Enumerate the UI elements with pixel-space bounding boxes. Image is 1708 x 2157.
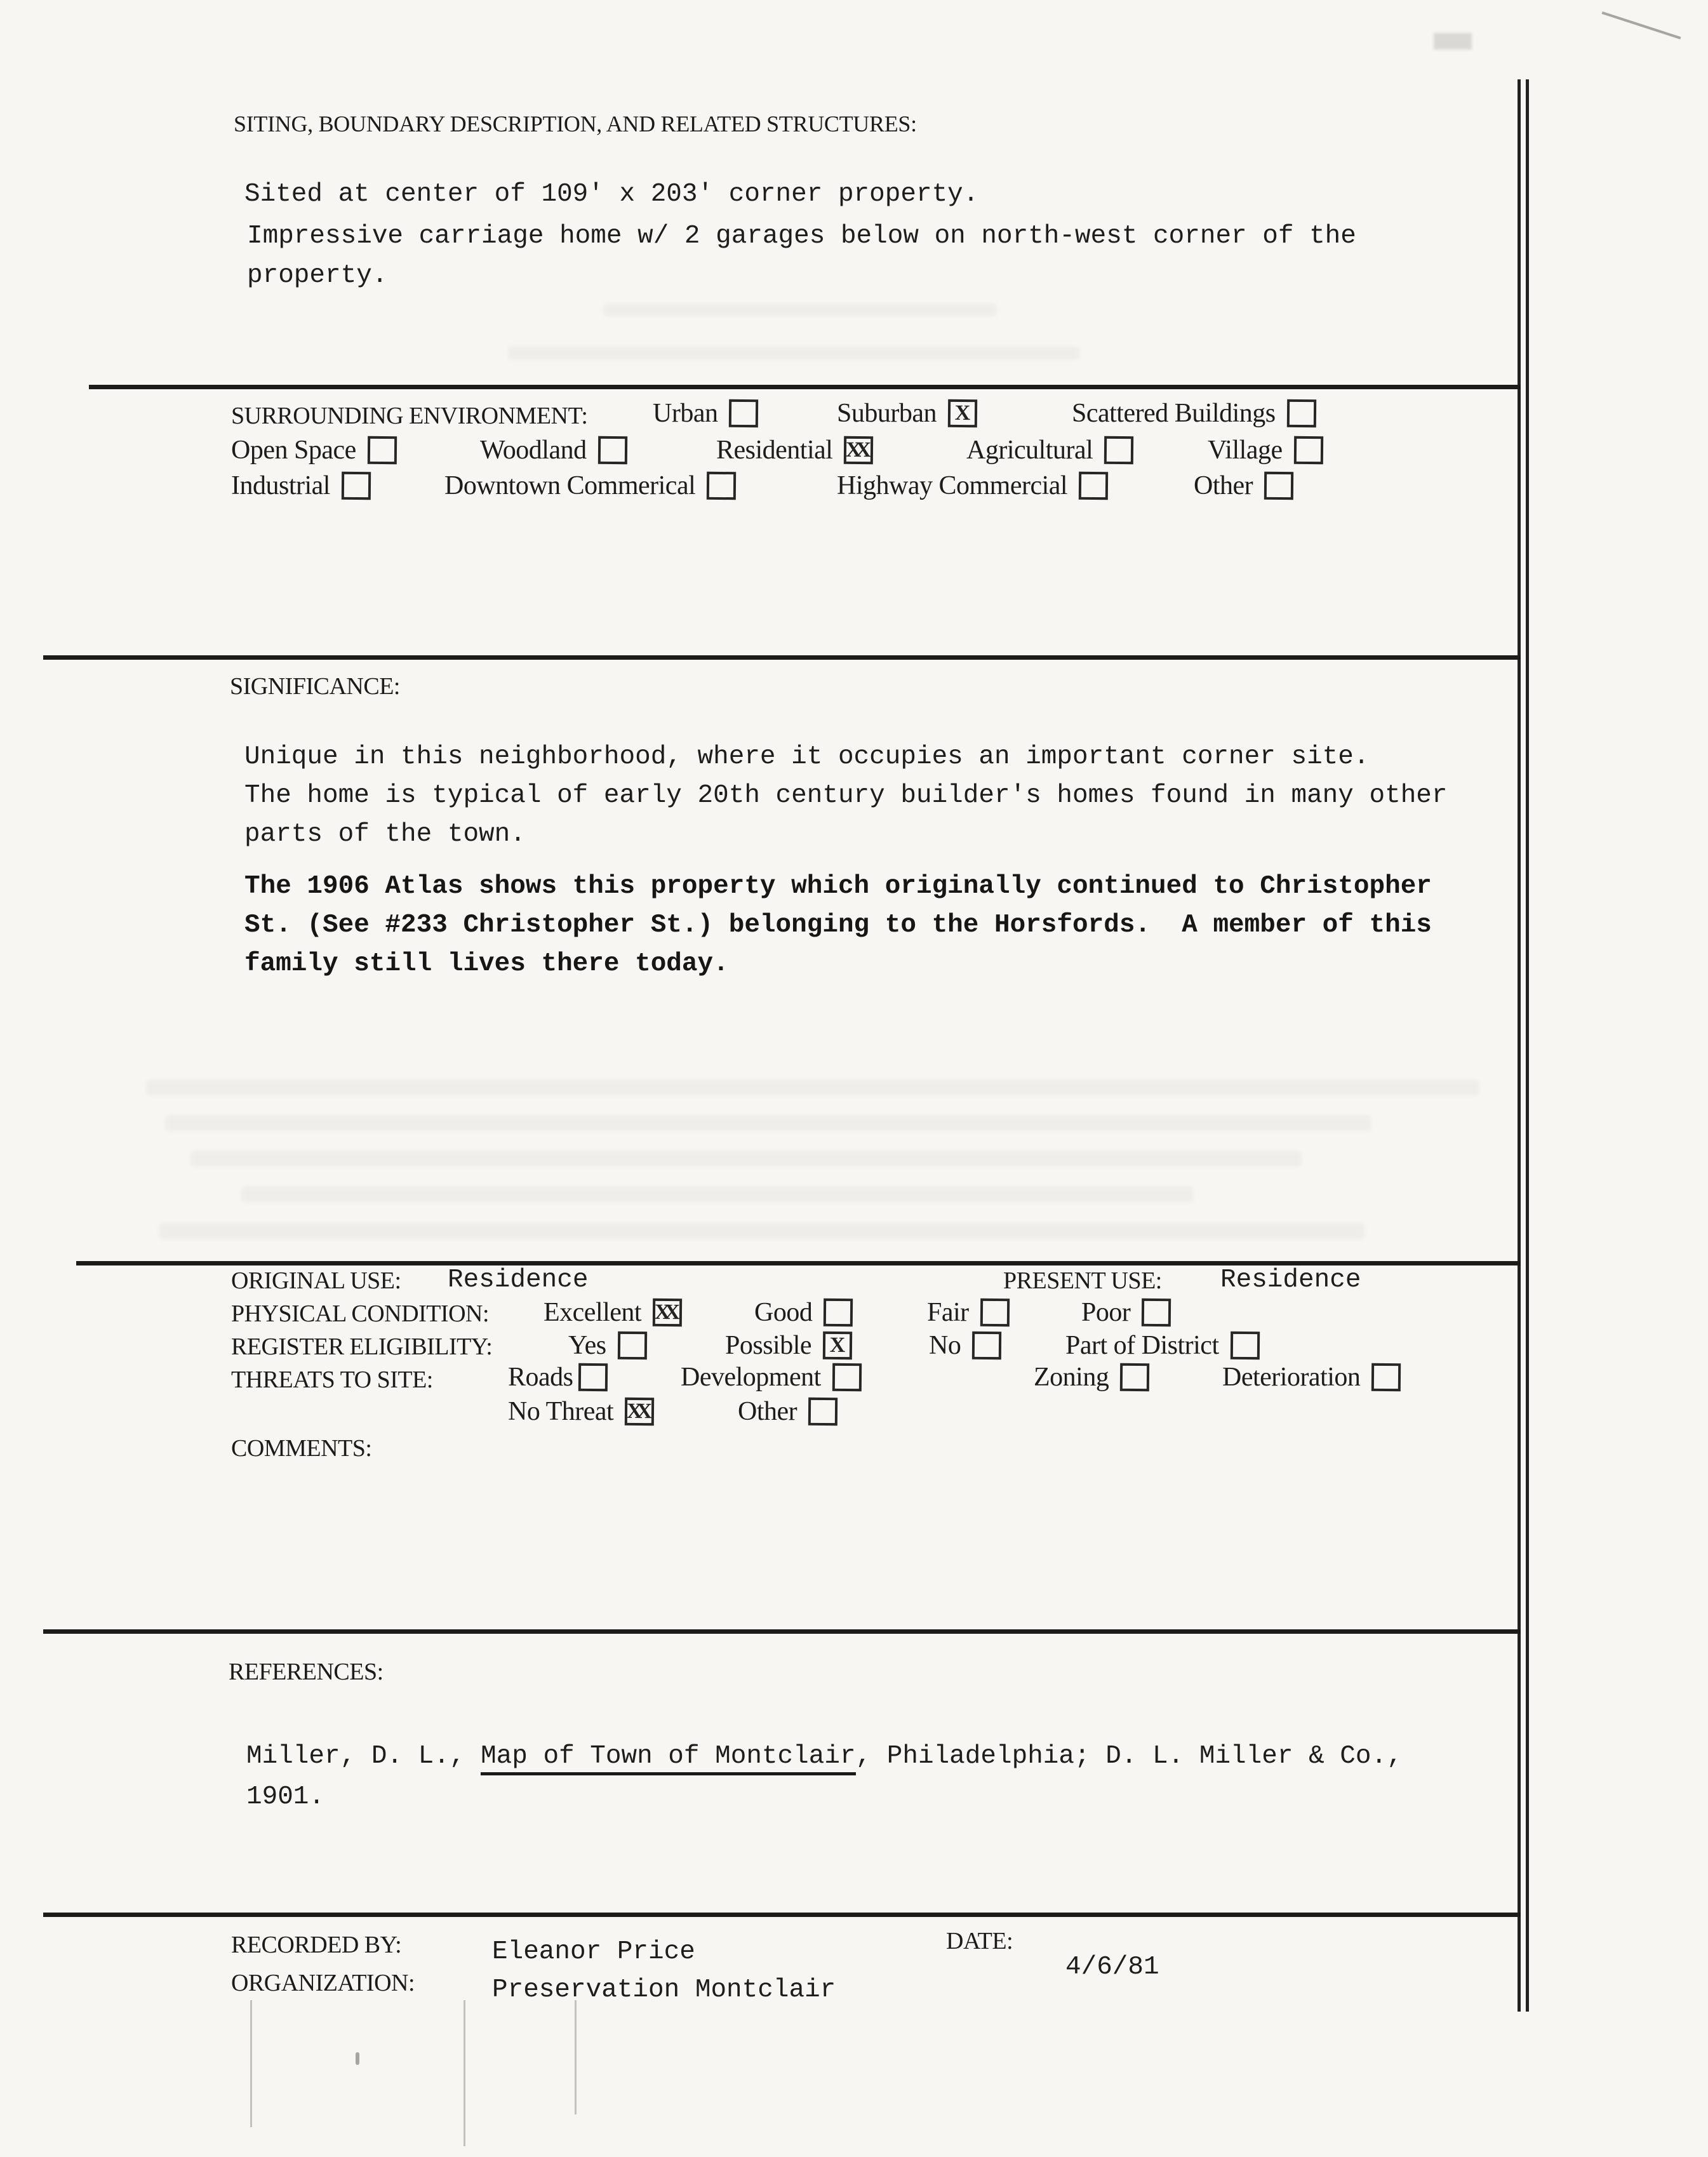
env-other-checkbox [1264,472,1293,500]
item-label: Downtown Commerical [444,471,696,500]
register-item-yes [568,1331,647,1360]
scan-artifact [603,304,997,316]
env-item-woodland [480,436,627,465]
threat-item-other [738,1397,837,1426]
open-space-checkbox [368,436,397,464]
original-use-value: Residence [448,1265,589,1295]
citation-post: , Philadelphia; D. L. Miller & Co., [855,1742,1403,1771]
urban-checkbox [729,399,758,427]
section-divider [43,1629,1521,1634]
item-label: Other [1194,471,1253,500]
condition-item-excellent [544,1298,682,1327]
threats-to-site-label: THREATS TO SITE: [231,1366,433,1393]
item-label: Village [1208,436,1283,465]
env-item-agricultural [966,436,1133,465]
env-item-village [1208,436,1323,465]
scan-artifact [1434,33,1472,50]
downtown-commerical-checkbox [707,472,736,500]
item-label: Roads [508,1363,573,1392]
significance-text-line: family still lives there today. [244,949,729,978]
register-item-no [929,1331,1001,1360]
good-checkbox [824,1299,853,1326]
citation-title-underlined: Map of Town of Montclair [481,1742,856,1775]
comments-label: COMMENTS: [231,1435,372,1462]
item-label: Possible [725,1331,812,1360]
significance-text-line: The 1906 Atlas shows this property which originally continued to Christopher [244,872,1432,901]
env-item-urban [653,399,758,428]
item-label: Urban [653,399,718,428]
significance-text-line: parts of the town. [244,820,526,849]
item-label: Deterioration [1222,1363,1361,1392]
item-label: Excellent [544,1298,642,1327]
item-label: Highway Commercial [837,471,1068,500]
item-label: Agricultural [966,436,1093,465]
item-label: Woodland [480,436,587,465]
scan-artifact [241,1186,1194,1203]
woodland-checkbox [597,436,627,464]
present-use-label: PRESENT USE: [1003,1267,1162,1294]
item-label: Suburban [837,399,937,428]
scan-artifact [159,1223,1365,1239]
item-label: No [929,1331,961,1360]
siting-text-line: Impressive carriage home w/ 2 garages below on north-west corner of the [247,222,1356,251]
threat-other-checkbox [808,1398,837,1426]
item-label: Fair [927,1298,969,1327]
fair-checkbox [980,1299,1009,1326]
residential-checkbox: XX [844,436,873,464]
scan-artifact [575,2000,577,2114]
date-value: 4/6/81 [1065,1953,1159,1982]
item-label: Open Space [231,436,356,465]
present-use-value: Residence [1220,1265,1361,1295]
reference-citation-line: 1901. [246,1782,325,1812]
poor-checkbox [1142,1299,1171,1326]
env-item-downtown-commerical [444,471,736,500]
page-edge-line [1518,79,1521,2012]
register-item-possible [725,1331,852,1360]
env-item-suburban [837,399,977,428]
scan-artifact [165,1115,1371,1132]
citation-pre: Miller, D. L., [246,1742,481,1771]
env-item-other [1194,471,1293,500]
threat-item-zoning [1034,1363,1149,1392]
organization-value: Preservation Montclair [492,1975,836,2005]
industrial-checkbox [342,472,371,500]
siting-text-line: property. [247,261,388,290]
item-label: Part of District [1065,1331,1219,1360]
roads-checkbox [578,1363,607,1391]
suburban-checkbox: X [948,399,977,427]
recorded-by-value: Eleanor Price [492,1937,695,1967]
item-label: Industrial [231,471,330,500]
reference-citation-line [246,1741,1403,1772]
date-label: DATE: [946,1928,1013,1954]
item-label: Poor [1081,1298,1131,1327]
item-label: Residential [716,436,833,465]
item-label: No Threat [508,1397,614,1426]
condition-item-poor [1081,1298,1171,1327]
threat-item-no-threat [508,1397,654,1426]
condition-item-good [754,1298,853,1327]
significance-text-line: St. (See #233 Christopher St.) belonging to the Horsfords. A member of this [244,911,1432,940]
scan-artifact [146,1079,1479,1096]
significance-text-line: The home is typical of early 20th century builder's homes found in many other [244,781,1448,810]
scan-artifact [190,1151,1302,1167]
part-of-district-checkbox [1230,1332,1259,1359]
siting-text-line: Sited at center of 109' x 203' corner property. [244,180,979,209]
no-threat-checkbox: XX [625,1398,654,1426]
page-edge-line [1526,79,1529,2012]
scan-artifact [464,2000,465,2146]
scattered-buildings-checkbox [1286,399,1316,427]
condition-item-fair [927,1298,1010,1327]
references-section-heading: REFERENCES: [229,1659,384,1685]
threat-item-deterioration [1222,1363,1401,1392]
excellent-checkbox: XX [653,1299,682,1326]
recorded-by-label: RECORDED BY: [231,1932,402,1958]
register-item-part-of-district [1065,1331,1260,1360]
scan-artifact [250,2000,252,2127]
threat-item-development [681,1363,862,1392]
surrounding-environment-label: SURROUNDING ENVIRONMENT: [231,403,588,429]
village-checkbox [1293,436,1323,464]
original-use-label: ORIGINAL USE: [231,1267,401,1294]
threat-item-roads [508,1363,608,1392]
section-divider [89,385,1521,389]
scan-artifact [356,2052,359,2065]
item-label: Development [681,1363,821,1392]
item-label: Yes [568,1331,606,1360]
significance-section-heading: SIGNIFICANCE: [230,673,400,700]
development-checkbox [832,1363,862,1391]
item-label: Other [738,1397,797,1426]
significance-text-line: Unique in this neighborhood, where it occupies an important corner site. [244,742,1370,771]
env-item-residential [716,436,873,465]
section-divider [43,655,1521,660]
possible-checkbox: X [823,1332,852,1359]
zoning-checkbox [1120,1363,1149,1391]
item-label: Zoning [1034,1363,1109,1392]
physical-condition-label: PHYSICAL CONDITION: [231,1300,490,1327]
no-checkbox [972,1332,1001,1359]
env-item-open-space [231,436,397,465]
scan-artifact [508,346,1079,360]
item-label: Scattered Buildings [1072,399,1276,428]
scan-artifact [1602,11,1681,39]
agricultural-checkbox [1104,436,1133,464]
env-item-highway-commercial [837,471,1108,500]
siting-section-heading: SITING, BOUNDARY DESCRIPTION, AND RELATED STRUCTURES: [234,111,917,137]
env-item-industrial [231,471,371,500]
organization-label: ORGANIZATION: [231,1970,415,1996]
env-item-scattered-buildings [1072,399,1316,428]
highway-commercial-checkbox [1079,472,1108,500]
deterioration-checkbox [1371,1363,1401,1391]
section-divider [43,1913,1521,1917]
register-eligibility-label: REGISTER ELIGIBILITY: [231,1333,493,1360]
item-label: Good [754,1298,813,1327]
yes-checkbox [617,1332,646,1359]
